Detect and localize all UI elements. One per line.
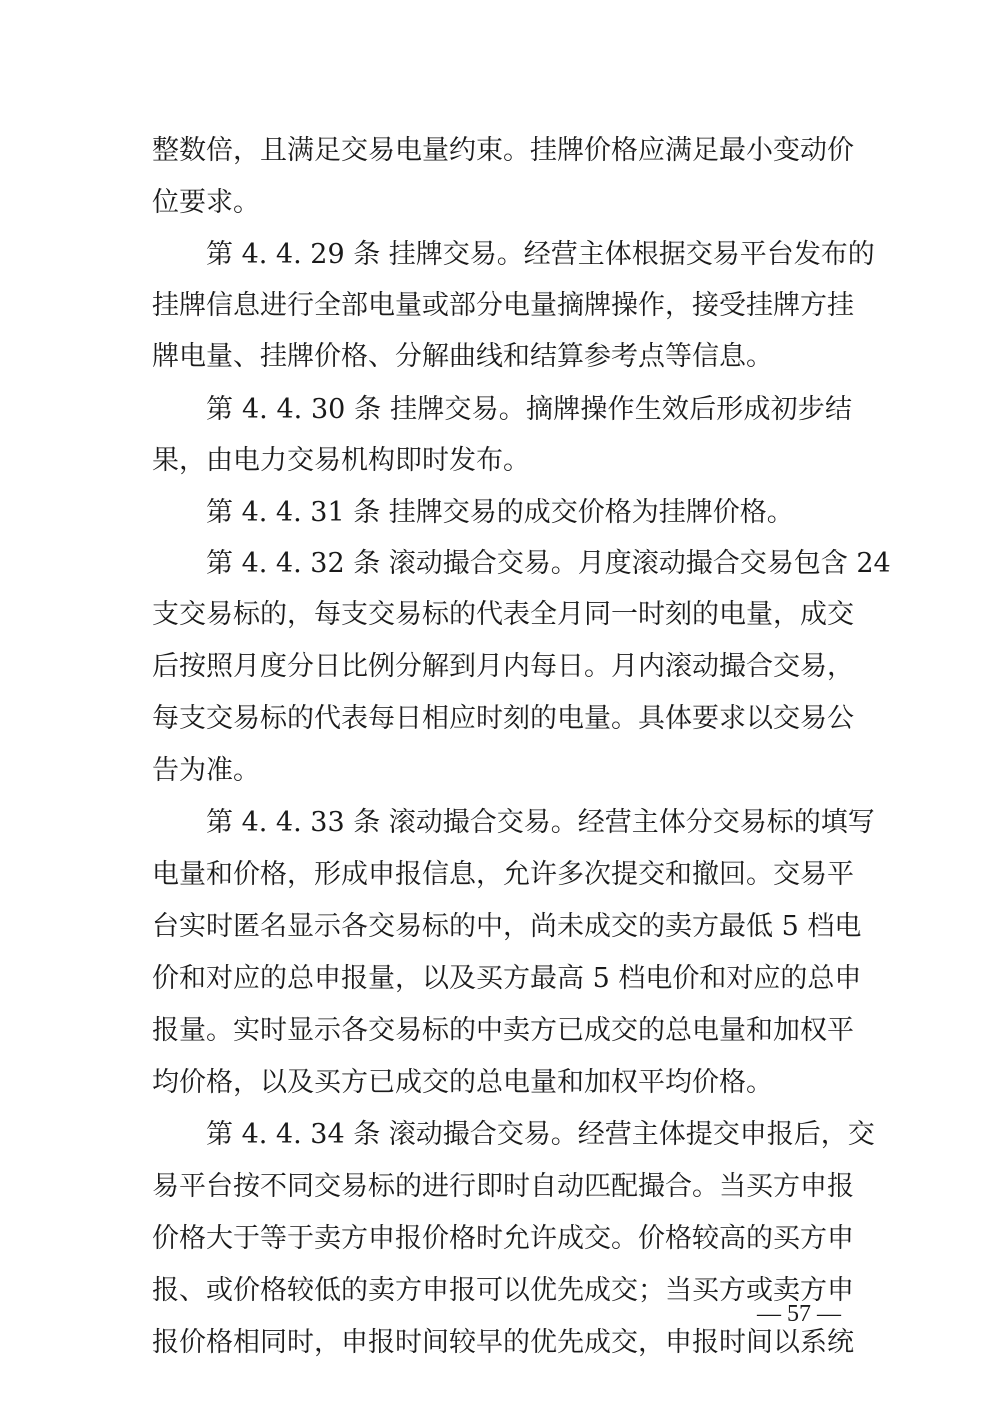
text-line: 位要求。 [152, 187, 260, 218]
text-line: 整数倍，且满足交易电量约束。挂牌价格应满足最小变动价 [152, 135, 854, 166]
text-line: 牌电量、挂牌价格、分解曲线和结算参考点等信息。 [152, 341, 773, 372]
text-line: 电量和价格，形成申报信息，允许多次提交和撤回。交易平 [152, 859, 854, 890]
text-line: 报量。实时显示各交易标的中卖方已成交的总电量和加权平 [152, 1015, 854, 1046]
text-line: 后按照月度分日比例分解到月内每日。月内滚动撮合交易， [152, 651, 854, 682]
page-number: — 57 — [757, 1301, 841, 1327]
text-line: 每支交易标的代表每日相应时刻的电量。具体要求以交易公 [152, 703, 854, 734]
text-line: 告为准。 [152, 755, 260, 786]
article-4-4-32-heading-line: 第 4. 4. 32 条 滚动撮合交易。月度滚动撮合交易包含 24 [206, 548, 891, 579]
text-line: 台实时匿名显示各交易标的中，尚未成交的卖方最低 5 档电 [152, 911, 862, 942]
text-line: 果，由电力交易机构即时发布。 [152, 445, 530, 476]
text-line: 均价格，以及买方已成交的总电量和加权平均价格。 [152, 1067, 773, 1098]
article-4-4-33-heading-line: 第 4. 4. 33 条 滚动撮合交易。经营主体分交易标的填写 [206, 807, 875, 838]
article-4-4-34-heading-line: 第 4. 4. 34 条 滚动撮合交易。经营主体提交申报后，交 [206, 1119, 875, 1150]
text-line: 支交易标的，每支交易标的代表全月同一时刻的电量，成交 [152, 599, 854, 630]
article-4-4-31-heading-line: 第 4. 4. 31 条 挂牌交易的成交价格为挂牌价格。 [206, 497, 794, 528]
article-4-4-30-heading-line: 第 4. 4. 30 条 挂牌交易。摘牌操作生效后形成初步结 [206, 394, 852, 425]
text-line: 报、或价格较低的卖方申报可以优先成交；当买方或卖方申 [152, 1275, 854, 1306]
text-line: 报价格相同时，申报时间较早的优先成交，申报时间以系统 [152, 1327, 854, 1358]
text-line: 挂牌信息进行全部电量或部分电量摘牌操作，接受挂牌方挂 [152, 290, 854, 321]
article-4-4-29-heading-line: 第 4. 4. 29 条 挂牌交易。经营主体根据交易平台发布的 [206, 239, 875, 270]
text-line: 价格大于等于卖方申报价格时允许成交。价格较高的买方申 [152, 1223, 854, 1254]
text-line: 易平台按不同交易标的进行即时自动匹配撮合。当买方申报 [152, 1171, 854, 1202]
text-line: 价和对应的总申报量，以及买方最高 5 档电价和对应的总申 [152, 963, 862, 994]
